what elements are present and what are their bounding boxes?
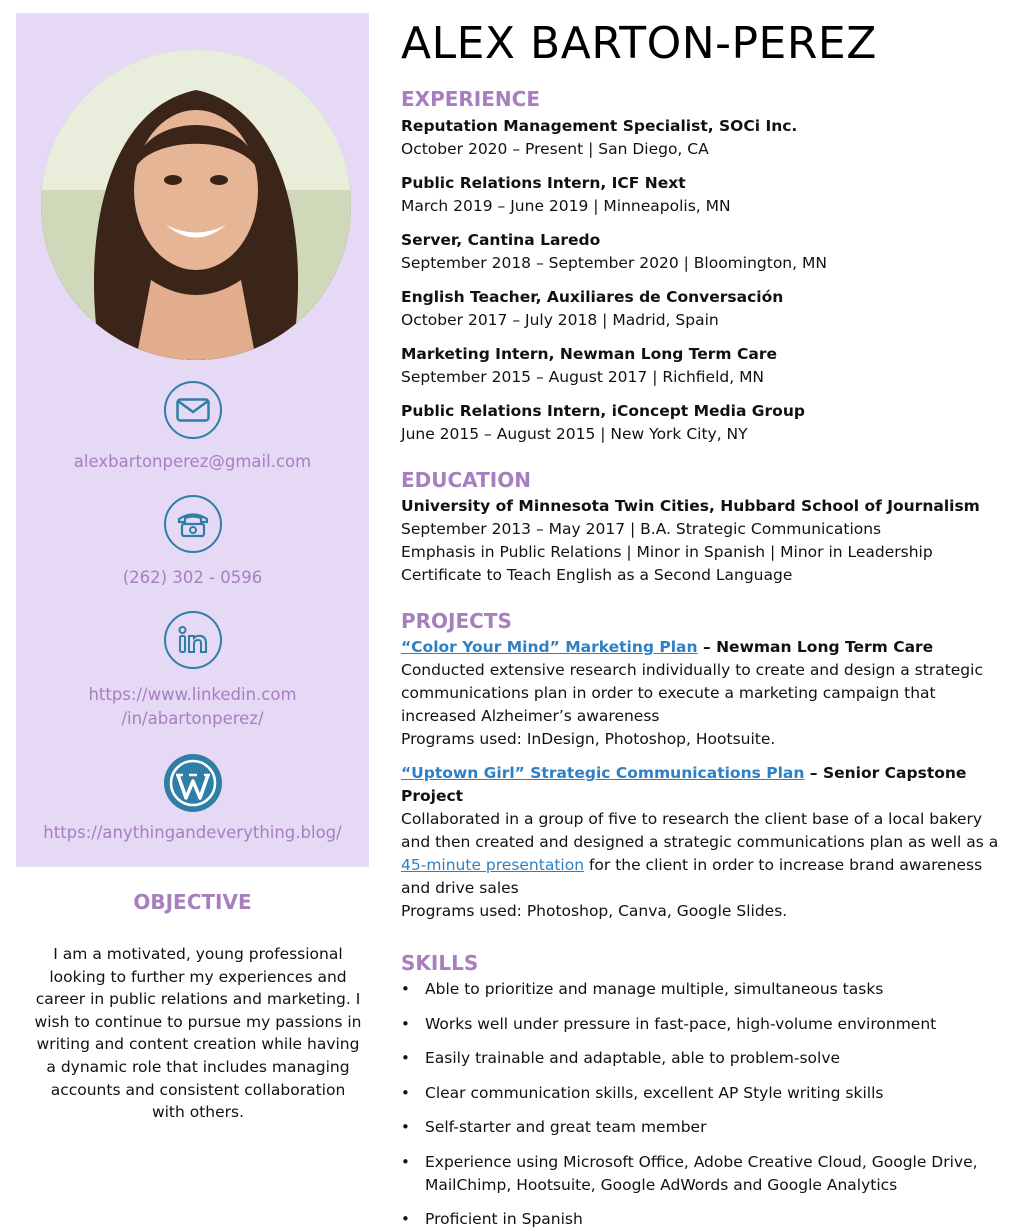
- project-description-part: Collaborated in a group of five to research the client base of a local bakery and then created and designed a strategic communications plan as well as a: [401, 810, 999, 851]
- skill-item: • Proficient in Spanish: [401, 1208, 1011, 1231]
- skills-title: SKILLS: [401, 951, 479, 975]
- main-content: [401, 86, 1011, 1231]
- education-school: University of Minnesota Twin Cities, Hubbard School of Journalism: [401, 497, 980, 515]
- sidebar: [16, 13, 369, 867]
- skill-item: • Experience using Microsoft Office, Adobe Creative Cloud, Google Drive, MailChimp, Hootsuite, Google AdWords and Google Analytics: [401, 1151, 1011, 1197]
- education-title: EDUCATION: [401, 468, 531, 492]
- project-link-color-your-mind[interactable]: “Color Your Mind” Marketing Plan: [401, 638, 698, 656]
- experience-details: September 2018 – September 2020 | Bloomington, MN: [401, 254, 827, 272]
- name-heading: ALEX BARTON-PEREZ: [401, 18, 877, 69]
- linkedin-text-line2[interactable]: /in/abartonperez/: [121, 709, 264, 728]
- project-programs: Programs used: Photoshop, Canva, Google Slides.: [401, 902, 788, 920]
- experience-details: October 2020 – Present | San Diego, CA: [401, 140, 709, 158]
- skill-item: • Self-starter and great team member: [401, 1116, 1011, 1139]
- experience-role: Public Relations Intern, iConcept Media Group: [401, 402, 805, 420]
- experience-details: March 2019 – June 2019 | Minneapolis, MN: [401, 197, 731, 215]
- project-description: [401, 808, 1011, 900]
- experience-details: June 2015 – August 2015 | New York City, NY: [401, 425, 748, 443]
- project-client: – Newman Long Term Care: [697, 638, 934, 656]
- email-icon[interactable]: [164, 381, 222, 439]
- experience-role: Reputation Management Specialist, SOCi Inc.: [401, 117, 798, 135]
- blog-text[interactable]: https://anythingandeverything.blog/: [43, 823, 342, 842]
- experience-role: Public Relations Intern, ICF Next: [401, 174, 686, 192]
- project-description: Conducted extensive research individually to create and design a strategic communications plan in order to execute a marketing campaign that increased Alzheimer’s awareness: [401, 661, 983, 725]
- skills-list: [401, 978, 1011, 1231]
- experience-details: October 2017 – July 2018 | Madrid, Spain: [401, 311, 719, 329]
- projects-title: PROJECTS: [401, 609, 512, 633]
- project-programs: Programs used: InDesign, Photoshop, Hootsuite.: [401, 730, 776, 748]
- experience-role: Server, Cantina Laredo: [401, 231, 601, 249]
- phone-text: (262) 302 - 0596: [122, 568, 263, 587]
- experience-role: Marketing Intern, Newman Long Term Care: [401, 345, 777, 363]
- project-client: – Senior Capstone Project: [401, 764, 967, 805]
- experience-details: September 2015 – August 2017 | Richfield, MN: [401, 368, 765, 386]
- education-line3: Certificate to Teach English as a Second Language: [401, 566, 793, 584]
- project-description-part: for the client in order to increase brand awareness and drive sales: [401, 856, 983, 897]
- profile-photo: [41, 50, 351, 360]
- skill-item: • Easily trainable and adaptable, able to problem-solve: [401, 1047, 1011, 1070]
- linkedin-text-line1[interactable]: https://www.linkedin.com: [88, 685, 297, 704]
- skill-item: • Able to prioritize and manage multiple, simultaneous tasks: [401, 978, 1011, 1001]
- phone-icon[interactable]: [164, 495, 222, 553]
- experience-role: English Teacher, Auxiliares de Conversación: [401, 288, 784, 306]
- education-line1: September 2013 – May 2017 | B.A. Strategic Communications: [401, 520, 882, 538]
- linkedin-icon[interactable]: [164, 611, 222, 669]
- skill-item: • Clear communication skills, excellent AP Style writing skills: [401, 1082, 1011, 1105]
- skill-item: • Works well under pressure in fast-pace, high-volume environment: [401, 1013, 1011, 1036]
- email-text[interactable]: alexbartonperez@gmail.com: [73, 452, 312, 471]
- experience-title: EXPERIENCE: [401, 87, 540, 111]
- objective-title: OBJECTIVE: [133, 890, 252, 914]
- wordpress-icon[interactable]: [164, 754, 222, 812]
- presentation-link[interactable]: 45-minute presentation: [401, 856, 585, 874]
- project-link-uptown-girl[interactable]: “Uptown Girl” Strategic Communications Plan: [401, 764, 805, 782]
- education-line2: Emphasis in Public Relations | Minor in Spanish | Minor in Leadership: [401, 543, 933, 561]
- objective-text: I am a motivated, young professional looking to further my experiences and career in public relations and marketing. I wish to continue to pursue my passions in writing and content creation while having a dynamic role that includes managing accounts and consistent collaboration with others.: [34, 945, 362, 1122]
